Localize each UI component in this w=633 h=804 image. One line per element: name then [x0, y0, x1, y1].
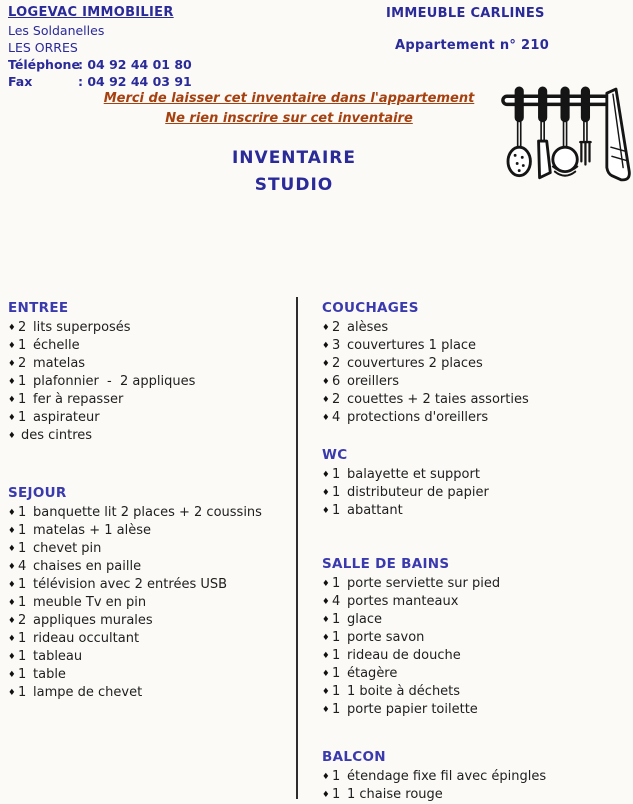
- diamond-bullet-icon: ♦: [322, 579, 330, 589]
- item-label: rideau de douche: [347, 648, 461, 663]
- inventory-item: [8, 558, 294, 576]
- diamond-bullet-icon: ♦: [322, 395, 330, 405]
- item-quantity: 1: [18, 505, 27, 520]
- item-label: plafonnier - 2 appliques: [33, 374, 196, 389]
- inventory-section: [322, 298, 626, 427]
- inventory-section: [322, 554, 626, 719]
- diamond-bullet-icon: ♦: [8, 616, 16, 626]
- item-label: tableau: [33, 649, 83, 664]
- agency-info-block: [8, 4, 192, 90]
- item-label: 1 chaise rouge: [347, 787, 443, 802]
- item-label: banquette lit 2 places + 2 coussins: [33, 505, 262, 520]
- diamond-bullet-icon: ♦: [8, 377, 16, 387]
- diamond-bullet-icon: ♦: [8, 598, 16, 608]
- inventory-item: [8, 427, 294, 445]
- item-label: chaises en paille: [33, 559, 142, 574]
- item-label: chevet pin: [33, 541, 102, 556]
- inventory-item: [8, 648, 294, 666]
- inventory-section: [8, 483, 294, 702]
- item-label: portes manteaux: [347, 594, 459, 609]
- item-quantity: 1: [332, 769, 341, 784]
- inventory-item: [8, 337, 294, 355]
- diamond-bullet-icon: ♦: [8, 526, 16, 536]
- diamond-bullet-icon: ♦: [322, 341, 330, 351]
- column-divider: [296, 297, 298, 799]
- inventory-item: [322, 701, 626, 719]
- right-column: [322, 298, 626, 804]
- diamond-bullet-icon: ♦: [322, 615, 330, 625]
- inventory-item: [8, 684, 294, 702]
- item-quantity: 1: [332, 702, 341, 717]
- inventory-item: [322, 319, 626, 337]
- inventory-item: [8, 391, 294, 409]
- fax-label: Fax: [8, 74, 33, 89]
- diamond-bullet-icon: ♦: [322, 687, 330, 697]
- inventory-item: [322, 466, 626, 484]
- item-quantity: 1: [18, 392, 27, 407]
- diamond-bullet-icon: ♦: [322, 633, 330, 643]
- item-quantity: 4: [18, 559, 27, 574]
- phone-line: [8, 56, 192, 73]
- item-quantity: 4: [332, 594, 341, 609]
- item-label: glace: [347, 612, 382, 627]
- diamond-bullet-icon: ♦: [8, 670, 16, 680]
- item-label: matelas: [33, 356, 86, 371]
- building-info-block: [386, 6, 549, 54]
- item-label: table: [33, 667, 66, 682]
- item-label: porte papier toilette: [347, 702, 478, 717]
- inventory-section: [322, 445, 626, 520]
- item-quantity: 2: [332, 320, 341, 335]
- item-quantity: 1: [18, 667, 27, 682]
- item-label: des cintres: [21, 428, 93, 443]
- item-label: porte savon: [347, 630, 425, 645]
- diamond-bullet-icon: ♦: [322, 413, 330, 423]
- inventory-item: [322, 502, 626, 520]
- document-subtitle: STUDIO: [254, 175, 334, 195]
- item-quantity: 2: [18, 613, 27, 628]
- left-column: [8, 298, 294, 702]
- inventory-item: [8, 666, 294, 684]
- phone-label: Téléphone: [8, 57, 80, 72]
- inventory-item: [322, 373, 626, 391]
- diamond-bullet-icon: ♦: [8, 580, 16, 590]
- diamond-bullet-icon: ♦: [322, 705, 330, 715]
- agency-residence: Les Soldanelles: [8, 23, 105, 38]
- item-quantity: 2: [332, 356, 341, 371]
- inventory-item: [322, 611, 626, 629]
- diamond-bullet-icon: ♦: [8, 634, 16, 644]
- inventory-item: [8, 319, 294, 337]
- item-quantity: 1: [332, 467, 341, 482]
- inventory-item: [322, 575, 626, 593]
- item-label: appliques murales: [33, 613, 153, 628]
- item-quantity: 1: [332, 666, 341, 681]
- item-quantity: 1: [18, 595, 27, 610]
- diamond-bullet-icon: ♦: [322, 488, 330, 498]
- item-label: rideau occultant: [33, 631, 140, 646]
- diamond-bullet-icon: ♦: [8, 341, 16, 351]
- item-quantity: 1: [18, 410, 27, 425]
- item-quantity: 1: [332, 503, 341, 518]
- inventory-item: [322, 665, 626, 683]
- diamond-bullet-icon: ♦: [322, 597, 330, 607]
- item-label: balayette et support: [347, 467, 480, 482]
- item-label: télévision avec 2 entrées USB: [33, 577, 228, 592]
- diamond-bullet-icon: ♦: [8, 688, 16, 698]
- item-label: abattant: [347, 503, 403, 518]
- inventory-item: [8, 409, 294, 427]
- item-label: oreillers: [347, 374, 399, 389]
- inventory-item: [322, 391, 626, 409]
- item-label: étendage fixe fil avec épingles: [347, 769, 547, 784]
- diamond-bullet-icon: ♦: [8, 431, 16, 441]
- inventory-item: [322, 768, 626, 786]
- item-quantity: 1: [18, 523, 27, 538]
- diamond-bullet-icon: ♦: [322, 669, 330, 679]
- diamond-bullet-icon: ♦: [322, 323, 330, 333]
- diamond-bullet-icon: ♦: [8, 359, 16, 369]
- diamond-bullet-icon: ♦: [322, 470, 330, 480]
- inventory-item: [322, 683, 626, 701]
- inventory-section: [8, 298, 294, 445]
- inventory-item: [8, 504, 294, 522]
- item-quantity: 2: [18, 320, 27, 335]
- diamond-bullet-icon: ♦: [8, 652, 16, 662]
- item-label: couvertures 2 places: [347, 356, 483, 371]
- diamond-bullet-icon: ♦: [8, 323, 16, 333]
- section-heading: SALLE DE BAINS: [322, 556, 450, 572]
- item-quantity: 1: [332, 576, 341, 591]
- diamond-bullet-icon: ♦: [322, 651, 330, 661]
- item-quantity: 4: [332, 410, 341, 425]
- inventory-item: [322, 593, 626, 611]
- item-label: 1 boite à déchets: [347, 684, 461, 699]
- inventory-item: [322, 484, 626, 502]
- inventory-item: [322, 337, 626, 355]
- document-title-block: [0, 145, 588, 199]
- document-title: INVENTAIRE: [231, 148, 356, 168]
- inventory-item: [8, 612, 294, 630]
- inventory-section: [322, 747, 626, 804]
- item-quantity: 1: [18, 541, 27, 556]
- item-quantity: 1: [18, 649, 27, 664]
- diamond-bullet-icon: ♦: [8, 508, 16, 518]
- item-label: fer à repasser: [33, 392, 124, 407]
- item-label: étagère: [347, 666, 398, 681]
- item-label: lits superposés: [33, 320, 131, 335]
- item-quantity: 1: [18, 631, 27, 646]
- fax-number: : 04 92 44 03 91: [78, 74, 192, 89]
- inventory-item: [8, 373, 294, 391]
- diamond-bullet-icon: ♦: [8, 544, 16, 554]
- inventory-item: [8, 594, 294, 612]
- fax-line: [8, 73, 192, 90]
- inventory-item: [322, 647, 626, 665]
- item-label: matelas + 1 alèse: [33, 523, 151, 538]
- diamond-bullet-icon: ♦: [8, 395, 16, 405]
- item-quantity: 1: [18, 577, 27, 592]
- apartment-number: Appartement n° 210: [395, 38, 550, 53]
- item-quantity: 1: [332, 648, 341, 663]
- diamond-bullet-icon: ♦: [322, 772, 330, 782]
- diamond-bullet-icon: ♦: [8, 562, 16, 572]
- section-heading: WC: [322, 447, 348, 463]
- notice-line-2: Ne rien inscrire sur cet inventaire: [165, 110, 413, 126]
- item-label: aspirateur: [33, 410, 100, 425]
- item-quantity: 1: [332, 612, 341, 627]
- inventory-item: [322, 409, 626, 427]
- item-quantity: 1: [18, 685, 27, 700]
- diamond-bullet-icon: ♦: [8, 413, 16, 423]
- item-quantity: 6: [332, 374, 341, 389]
- section-heading: COUCHAGES: [322, 300, 419, 316]
- inventory-item: [8, 630, 294, 648]
- item-label: meuble Tv en pin: [33, 595, 147, 610]
- diamond-bullet-icon: ♦: [322, 790, 330, 800]
- inventory-item: [322, 629, 626, 647]
- item-label: alèses: [347, 320, 389, 335]
- item-quantity: 1: [332, 630, 341, 645]
- item-quantity: 2: [18, 356, 27, 371]
- item-label: échelle: [33, 338, 80, 353]
- building-name: IMMEUBLE CARLINES: [386, 6, 545, 21]
- phone-number: : 04 92 44 01 80: [78, 57, 192, 72]
- item-label: lampe de chevet: [33, 685, 143, 700]
- agency-city: LES ORRES: [8, 40, 78, 55]
- item-quantity: 1: [18, 374, 27, 389]
- section-heading: SEJOUR: [8, 485, 67, 501]
- item-label: couvertures 1 place: [347, 338, 477, 353]
- agency-name: LOGEVAC IMMOBILIER: [8, 5, 174, 20]
- item-label: distributeur de papier: [347, 485, 489, 500]
- item-quantity: 1: [18, 338, 27, 353]
- inventory-item: [322, 355, 626, 373]
- item-label: couettes + 2 taies assorties: [347, 392, 529, 407]
- section-heading: BALCON: [322, 749, 386, 765]
- section-heading: ENTREE: [8, 300, 69, 316]
- diamond-bullet-icon: ♦: [322, 377, 330, 387]
- item-quantity: 1: [332, 485, 341, 500]
- diamond-bullet-icon: ♦: [322, 506, 330, 516]
- item-quantity: 1: [332, 787, 341, 802]
- item-quantity: 1: [332, 684, 341, 699]
- item-label: porte serviette sur pied: [347, 576, 501, 591]
- inventory-item: [8, 576, 294, 594]
- inventory-item: [8, 540, 294, 558]
- item-label: protections d'oreillers: [347, 410, 489, 425]
- inventory-item: [8, 355, 294, 373]
- item-quantity: 3: [332, 338, 341, 353]
- item-quantity: 2: [332, 392, 341, 407]
- notice-line-1: Merci de laisser cet inventaire dans l'appartement: [103, 91, 475, 106]
- diamond-bullet-icon: ♦: [322, 359, 330, 369]
- inventory-item: [322, 786, 626, 804]
- inventory-item: [8, 522, 294, 540]
